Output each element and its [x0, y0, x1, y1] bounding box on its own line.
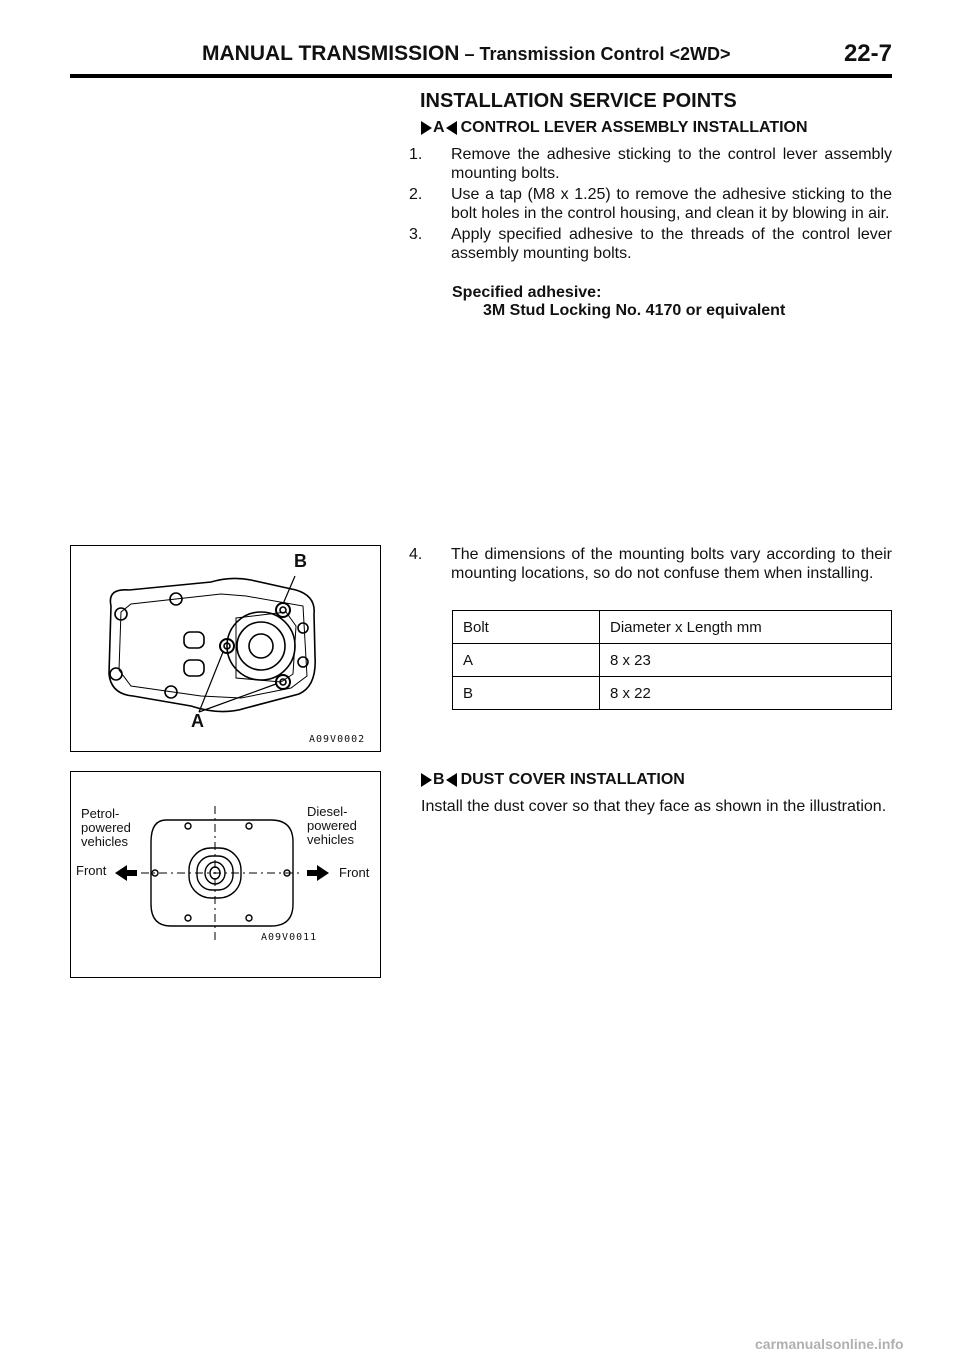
table-cell: 8 x 23 — [600, 644, 892, 677]
petrol-label-line: vehicles — [81, 834, 128, 849]
page-number: 22-7 — [843, 40, 892, 67]
proc-a-step-4 — [409, 545, 892, 585]
header-title-main: MANUAL TRANSMISSION — [202, 42, 460, 65]
header-title-dash: – — [459, 44, 480, 64]
dust-cover-illustration — [71, 772, 380, 977]
step-number: 4. — [409, 546, 423, 563]
step-3 — [409, 225, 892, 263]
triangle-right-icon — [421, 121, 432, 135]
step-number: 1. — [409, 146, 423, 163]
figure-dust-cover — [70, 771, 381, 978]
petrol-label-line: powered — [81, 820, 131, 835]
footer-watermark: carmanualsonline.info — [755, 1336, 904, 1352]
proc-a-title: CONTROL LEVER ASSEMBLY INSTALLATION — [460, 119, 808, 136]
diesel-label-line: vehicles — [307, 832, 354, 847]
table-header-row — [453, 611, 892, 644]
step-number: 3. — [409, 226, 423, 243]
table-header-cell: Bolt — [453, 611, 600, 644]
step-2 — [409, 185, 892, 223]
page-header — [70, 40, 892, 78]
front-label-left: Front — [76, 863, 107, 878]
table-cell: A — [453, 644, 600, 677]
figure-code: A09V0002 — [309, 734, 366, 745]
figure-code: A09V0011 — [261, 932, 318, 943]
step-text: Apply specified adhesive to the threads of the control lever assembly mounting bolts. — [451, 226, 892, 262]
figure-label-b: B — [294, 551, 307, 571]
step-text: Use a tap (M8 x 1.25) to remove the adhesive sticking to the bolt holes in the control housing, and clean it by blowing in air. — [451, 186, 892, 222]
step-text: The dimensions of the mounting bolts vary according to their mounting locations, so do not confuse them when installing. — [451, 546, 892, 582]
proc-b-text: Install the dust cover so that they face as shown in the illustration. — [421, 798, 887, 815]
triangle-left-icon — [446, 121, 457, 135]
control-housing-illustration — [71, 546, 380, 751]
step-number: 2. — [409, 186, 423, 203]
diesel-label-line: powered — [307, 818, 357, 833]
figure-control-lever-bolts — [70, 545, 381, 752]
header-title — [202, 42, 731, 66]
bolt-dimensions-table — [452, 610, 892, 710]
proc-b-heading — [421, 771, 685, 789]
table-row — [453, 677, 892, 710]
step-4 — [409, 545, 892, 583]
proc-a-heading — [421, 119, 808, 137]
header-title-sub: Transmission Control <2WD> — [479, 44, 731, 64]
table-cell: B — [453, 677, 600, 710]
front-label-right: Front — [339, 865, 370, 880]
table-row — [453, 644, 892, 677]
diesel-label — [307, 805, 357, 847]
proc-b-title: DUST COVER INSTALLATION — [460, 771, 685, 788]
proc-a-marker: A — [433, 119, 445, 136]
figure-label-a: A — [191, 711, 204, 731]
petrol-label — [81, 807, 131, 849]
triangle-left-icon — [446, 773, 457, 787]
spec-value: 3M Stud Locking No. 4170 or equivalent — [483, 302, 786, 319]
spec-label: Specified adhesive: — [452, 284, 602, 301]
diesel-label-line: Diesel- — [307, 804, 348, 819]
table-header-cell: Diameter x Length mm — [600, 611, 892, 644]
proc-b-marker: B — [433, 771, 445, 788]
triangle-right-icon — [421, 773, 432, 787]
section-title: INSTALLATION SERVICE POINTS — [420, 90, 737, 112]
petrol-label-line: Petrol- — [81, 806, 120, 821]
proc-a-steps — [409, 145, 892, 265]
step-text: Remove the adhesive sticking to the control lever assembly mounting bolts. — [451, 146, 892, 182]
step-1 — [409, 145, 892, 183]
table-cell: 8 x 22 — [600, 677, 892, 710]
